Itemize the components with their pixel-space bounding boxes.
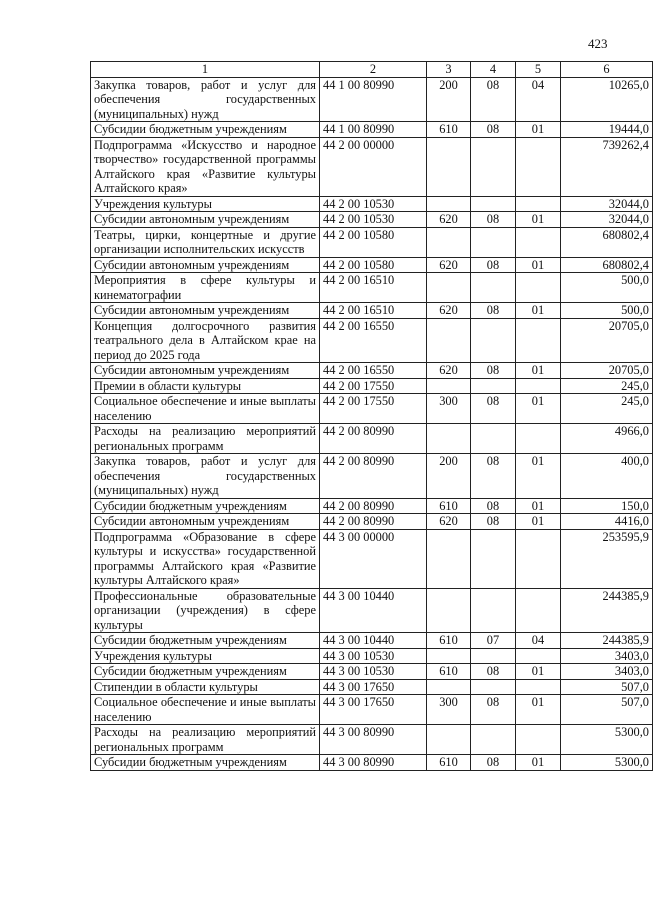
row-pr-cell: 01	[516, 514, 561, 530]
table-row	[91, 363, 653, 379]
row-rz-cell	[471, 588, 516, 633]
table-row	[91, 122, 653, 138]
row-sum-cell: 245,0	[561, 394, 653, 424]
row-rz-cell: 07	[471, 633, 516, 649]
row-sum-cell: 245,0	[561, 378, 653, 394]
row-pr-cell	[516, 273, 561, 303]
table-row	[91, 755, 653, 771]
row-vr-cell	[427, 679, 471, 695]
header-cell: 4	[471, 62, 516, 78]
row-pr-cell: 04	[516, 77, 561, 122]
table-row	[91, 318, 653, 363]
row-rz-cell	[471, 318, 516, 363]
row-pr-cell: 01	[516, 664, 561, 680]
row-code-cell: 44 3 00 10440	[320, 588, 427, 633]
row-vr-cell	[427, 227, 471, 257]
row-vr-cell	[427, 725, 471, 755]
row-name-cell: Стипендии в области культуры	[91, 679, 320, 695]
row-vr-cell: 610	[427, 122, 471, 138]
row-vr-cell: 200	[427, 454, 471, 499]
row-name-cell: Субсидии бюджетным учреждениям	[91, 122, 320, 138]
row-rz-cell: 08	[471, 122, 516, 138]
row-code-cell: 44 2 00 80990	[320, 454, 427, 499]
row-rz-cell	[471, 648, 516, 664]
row-pr-cell: 01	[516, 257, 561, 273]
row-sum-cell: 5300,0	[561, 755, 653, 771]
row-pr-cell: 04	[516, 633, 561, 649]
table-row	[91, 137, 653, 196]
row-code-cell: 44 2 00 10530	[320, 212, 427, 228]
row-pr-cell: 01	[516, 363, 561, 379]
row-sum-cell: 5300,0	[561, 725, 653, 755]
row-name-cell: Субсидии бюджетным учреждениям	[91, 633, 320, 649]
row-vr-cell	[427, 196, 471, 212]
row-sum-cell: 3403,0	[561, 664, 653, 680]
table-row	[91, 378, 653, 394]
row-pr-cell: 01	[516, 303, 561, 319]
table-row	[91, 424, 653, 454]
row-vr-cell: 300	[427, 394, 471, 424]
row-name-cell: Учреждения культуры	[91, 196, 320, 212]
row-code-cell: 44 3 00 17650	[320, 695, 427, 725]
row-rz-cell: 08	[471, 664, 516, 680]
row-rz-cell	[471, 725, 516, 755]
row-sum-cell: 10265,0	[561, 77, 653, 122]
row-name-cell: Социальное обеспечение и иные выплаты населению	[91, 695, 320, 725]
header-cell: 3	[427, 62, 471, 78]
row-vr-cell	[427, 273, 471, 303]
row-pr-cell	[516, 529, 561, 588]
row-name-cell: Расходы на реализацию мероприятий региональных программ	[91, 424, 320, 454]
row-sum-cell: 20705,0	[561, 318, 653, 363]
row-code-cell: 44 2 00 17550	[320, 394, 427, 424]
row-pr-cell	[516, 424, 561, 454]
row-rz-cell: 08	[471, 498, 516, 514]
header-cell: 6	[561, 62, 653, 78]
row-vr-cell	[427, 588, 471, 633]
row-name-cell: Мероприятия в сфере культуры и кинематографии	[91, 273, 320, 303]
table-header-row	[91, 62, 653, 78]
row-rz-cell: 08	[471, 755, 516, 771]
row-sum-cell: 500,0	[561, 303, 653, 319]
row-pr-cell	[516, 137, 561, 196]
row-vr-cell: 620	[427, 363, 471, 379]
row-name-cell: Субсидии бюджетным учреждениям	[91, 664, 320, 680]
row-name-cell: Театры, цирки, концертные и другие организации исполнительских искусств	[91, 227, 320, 257]
row-rz-cell: 08	[471, 695, 516, 725]
row-sum-cell: 680802,4	[561, 227, 653, 257]
row-rz-cell	[471, 227, 516, 257]
row-rz-cell	[471, 529, 516, 588]
row-vr-cell: 620	[427, 257, 471, 273]
row-vr-cell: 610	[427, 498, 471, 514]
row-name-cell: Подпрограмма «Искусство и народное творчество» государственной программы Алтайского края «Развитие культуры Алтайского края»	[91, 137, 320, 196]
table-row	[91, 273, 653, 303]
table-row	[91, 664, 653, 680]
row-name-cell: Подпрограмма «Образование в сфере культуры и искусства» государственной программы Алтайского края «Развитие культуры Алтайского края»	[91, 529, 320, 588]
row-code-cell: 44 2 00 17550	[320, 378, 427, 394]
row-code-cell: 44 2 00 16510	[320, 303, 427, 319]
table-row	[91, 679, 653, 695]
row-code-cell: 44 2 00 00000	[320, 137, 427, 196]
row-code-cell: 44 2 00 80990	[320, 498, 427, 514]
row-rz-cell	[471, 273, 516, 303]
row-pr-cell	[516, 588, 561, 633]
header-cell: 1	[91, 62, 320, 78]
row-vr-cell: 610	[427, 664, 471, 680]
row-vr-cell: 610	[427, 755, 471, 771]
row-name-cell: Концепция долгосрочного развития театрального дела в Алтайском крае на период до 2025 года	[91, 318, 320, 363]
row-code-cell: 44 2 00 80990	[320, 424, 427, 454]
row-rz-cell	[471, 196, 516, 212]
budget-table	[90, 61, 653, 771]
row-sum-cell: 253595,9	[561, 529, 653, 588]
table-row	[91, 633, 653, 649]
row-code-cell: 44 2 00 16510	[320, 273, 427, 303]
row-pr-cell	[516, 648, 561, 664]
table-row	[91, 394, 653, 424]
row-vr-cell: 300	[427, 695, 471, 725]
table-row	[91, 257, 653, 273]
table-row	[91, 454, 653, 499]
row-name-cell: Профессиональные образовательные организации (учреждения) в сфере культуры	[91, 588, 320, 633]
row-sum-cell: 4416,0	[561, 514, 653, 530]
row-code-cell: 44 3 00 17650	[320, 679, 427, 695]
row-name-cell: Субсидии бюджетным учреждениям	[91, 755, 320, 771]
table-row	[91, 77, 653, 122]
row-vr-cell	[427, 648, 471, 664]
row-sum-cell: 4966,0	[561, 424, 653, 454]
row-name-cell: Субсидии автономным учреждениям	[91, 514, 320, 530]
table-row	[91, 212, 653, 228]
row-vr-cell: 620	[427, 212, 471, 228]
table-row	[91, 514, 653, 530]
row-pr-cell: 01	[516, 122, 561, 138]
row-pr-cell: 01	[516, 498, 561, 514]
row-vr-cell: 620	[427, 514, 471, 530]
row-code-cell: 44 3 00 80990	[320, 725, 427, 755]
row-sum-cell: 500,0	[561, 273, 653, 303]
table-row	[91, 725, 653, 755]
row-pr-cell	[516, 196, 561, 212]
row-rz-cell	[471, 679, 516, 695]
row-code-cell: 44 3 00 00000	[320, 529, 427, 588]
row-code-cell: 44 2 00 10580	[320, 257, 427, 273]
row-rz-cell: 08	[471, 257, 516, 273]
row-code-cell: 44 3 00 10440	[320, 633, 427, 649]
row-sum-cell: 150,0	[561, 498, 653, 514]
row-sum-cell: 32044,0	[561, 212, 653, 228]
row-name-cell: Субсидии бюджетным учреждениям	[91, 498, 320, 514]
row-sum-cell: 507,0	[561, 679, 653, 695]
row-vr-cell: 620	[427, 303, 471, 319]
row-name-cell: Субсидии автономным учреждениям	[91, 363, 320, 379]
row-pr-cell: 01	[516, 695, 561, 725]
row-code-cell: 44 2 00 16550	[320, 318, 427, 363]
table-row	[91, 498, 653, 514]
row-name-cell: Субсидии автономным учреждениям	[91, 257, 320, 273]
row-pr-cell	[516, 679, 561, 695]
page-number: 423	[588, 36, 608, 51]
row-name-cell: Расходы на реализацию мероприятий региональных программ	[91, 725, 320, 755]
row-pr-cell: 01	[516, 454, 561, 499]
row-name-cell: Закупка товаров, работ и услуг для обеспечения государственных (муниципальных) нужд	[91, 77, 320, 122]
row-pr-cell	[516, 227, 561, 257]
row-name-cell: Закупка товаров, работ и услуг для обеспечения государственных (муниципальных) нужд	[91, 454, 320, 499]
row-code-cell: 44 2 00 16550	[320, 363, 427, 379]
header-cell: 2	[320, 62, 427, 78]
row-name-cell: Учреждения культуры	[91, 648, 320, 664]
table-row	[91, 227, 653, 257]
row-code-cell: 44 3 00 80990	[320, 755, 427, 771]
row-code-cell: 44 2 00 10580	[320, 227, 427, 257]
row-code-cell: 44 2 00 80990	[320, 514, 427, 530]
row-code-cell: 44 1 00 80990	[320, 122, 427, 138]
row-pr-cell: 01	[516, 212, 561, 228]
row-rz-cell: 08	[471, 394, 516, 424]
row-rz-cell: 08	[471, 77, 516, 122]
row-sum-cell: 244385,9	[561, 633, 653, 649]
row-vr-cell: 610	[427, 633, 471, 649]
row-pr-cell: 01	[516, 394, 561, 424]
row-rz-cell	[471, 424, 516, 454]
row-code-cell: 44 3 00 10530	[320, 664, 427, 680]
row-sum-cell: 244385,9	[561, 588, 653, 633]
row-sum-cell: 20705,0	[561, 363, 653, 379]
row-code-cell: 44 2 00 10530	[320, 196, 427, 212]
row-sum-cell: 3403,0	[561, 648, 653, 664]
row-sum-cell: 680802,4	[561, 257, 653, 273]
row-sum-cell: 400,0	[561, 454, 653, 499]
row-rz-cell: 08	[471, 363, 516, 379]
row-rz-cell	[471, 137, 516, 196]
row-vr-cell: 200	[427, 77, 471, 122]
row-vr-cell	[427, 137, 471, 196]
table-row	[91, 588, 653, 633]
table-row	[91, 529, 653, 588]
table-row	[91, 648, 653, 664]
row-sum-cell: 32044,0	[561, 196, 653, 212]
row-name-cell: Субсидии автономным учреждениям	[91, 303, 320, 319]
row-rz-cell: 08	[471, 514, 516, 530]
table-row	[91, 196, 653, 212]
row-pr-cell	[516, 318, 561, 363]
row-sum-cell: 19444,0	[561, 122, 653, 138]
row-sum-cell: 507,0	[561, 695, 653, 725]
row-sum-cell: 739262,4	[561, 137, 653, 196]
row-vr-cell	[427, 318, 471, 363]
row-rz-cell: 08	[471, 212, 516, 228]
row-rz-cell: 08	[471, 454, 516, 499]
row-code-cell: 44 1 00 80990	[320, 77, 427, 122]
row-code-cell: 44 3 00 10530	[320, 648, 427, 664]
row-rz-cell: 08	[471, 303, 516, 319]
row-vr-cell	[427, 529, 471, 588]
row-name-cell: Социальное обеспечение и иные выплаты населению	[91, 394, 320, 424]
row-pr-cell	[516, 378, 561, 394]
row-vr-cell	[427, 424, 471, 454]
table-row	[91, 695, 653, 725]
row-rz-cell	[471, 378, 516, 394]
header-cell: 5	[516, 62, 561, 78]
row-pr-cell	[516, 725, 561, 755]
row-pr-cell: 01	[516, 755, 561, 771]
row-name-cell: Субсидии автономным учреждениям	[91, 212, 320, 228]
row-vr-cell	[427, 378, 471, 394]
table-row	[91, 303, 653, 319]
row-name-cell: Премии в области культуры	[91, 378, 320, 394]
